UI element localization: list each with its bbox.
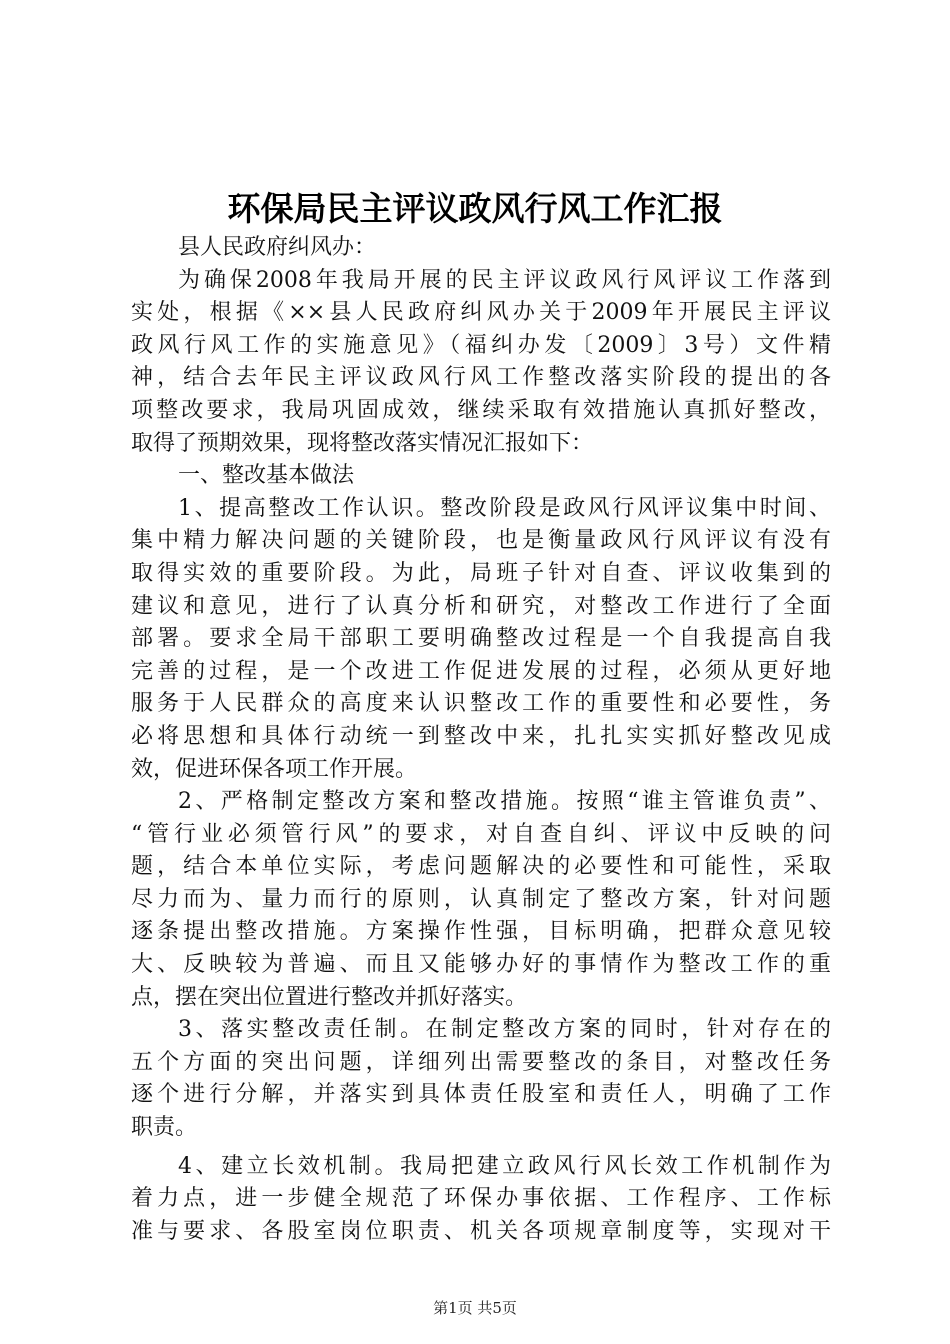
text-line: 取得实效的重要阶段。为此，局班子针对自查、评议收集到的 [131,560,831,586]
text-line: 五个方面的突出问题，详细列出需要整改的条目，对整改任务 [131,1049,831,1075]
text-line: 2、严格制定整改方案和整改措施。按照“谁主管谁负责”、 [178,789,831,815]
text-line: 实处，根据《××县人民政府纠风办关于2009年开展民主评议 [131,300,831,326]
text-line: 准与要求、各股室岗位职责、机关各项规章制度等，实现对干 [131,1218,831,1244]
page-footer: 第1页 共5页 [433,1299,517,1317]
document-title: 环保局民主评议政风行风工作汇报 [227,189,723,228]
text-line: 必将思想和具体行动统一到整改中来，扎扎实实抓好整改见成 [131,723,831,749]
text-line: 完善的过程，是一个改进工作促进发展的过程，必须从更好地 [131,658,831,684]
text-line: 服务于人民群众的高度来认识整改工作的重要性和必要性，务 [131,691,831,717]
text-line: 取得了预期效果，现将整改落实情况汇报如下： [131,430,594,456]
text-line: 1、提高整改工作认识。整改阶段是政风行风评议集中时间、 [178,495,831,521]
text-line: 点，摆在突出位置进行整改并抓好落实。 [131,984,528,1010]
text-line: 县人民政府纠风办： [178,235,377,260]
section-heading: 一、整改基本做法 [178,463,355,489]
text-line: “管行业必须管行风”的要求，对自查自纠、评议中反映的问 [131,821,831,847]
text-line: 逐条提出整改措施。方案操作性强，目标明确，把群众意见较 [131,919,831,945]
text-line: 集中精力解决问题的关键阶段，也是衡量政风行风评议有没有 [131,528,831,554]
text-line: 4、建立长效机制。我局把建立政风行风长效工作机制作为 [178,1153,831,1179]
text-line: 部署。要求全局干部职工要明确整改过程是一个自我提高自我 [131,626,831,652]
document-body [131,232,831,1248]
text-line: 题，结合本单位实际，考虑问题解决的必要性和可能性，采取 [131,854,831,880]
text-line: 效，促进环保各项工作开展。 [131,756,418,782]
text-line: 职责。 [131,1115,198,1141]
text-line: 政风行风工作的实施意见》（福纠办发〔2009〕3号）文件精 [131,332,831,358]
text-line: 尽力而为、量力而行的原则，认真制定了整改方案，针对问题 [131,886,831,912]
text-line: 神，结合去年民主评议政风行风工作整改落实阶段的提出的各 [131,365,831,391]
text-line: 逐个进行分解，并落实到具体责任股室和责任人，明确了工作 [131,1082,831,1108]
text-line: 项整改要求，我局巩固成效，继续采取有效措施认真抓好整改， [131,397,831,423]
text-line: 着力点，进一步健全规范了环保办事依据、工作程序、工作标 [131,1186,831,1212]
text-line: 为确保2008年我局开展的民主评议政风行风评议工作落到 [178,267,831,293]
text-line: 大、反映较为普遍、而且又能够办好的事情作为整改工作的重 [131,952,831,978]
text-line: 3、落实整改责任制。在制定整改方案的同时，针对存在的 [178,1017,831,1043]
text-line: 建议和意见，进行了认真分析和研究，对整改工作进行了全面 [131,593,831,619]
